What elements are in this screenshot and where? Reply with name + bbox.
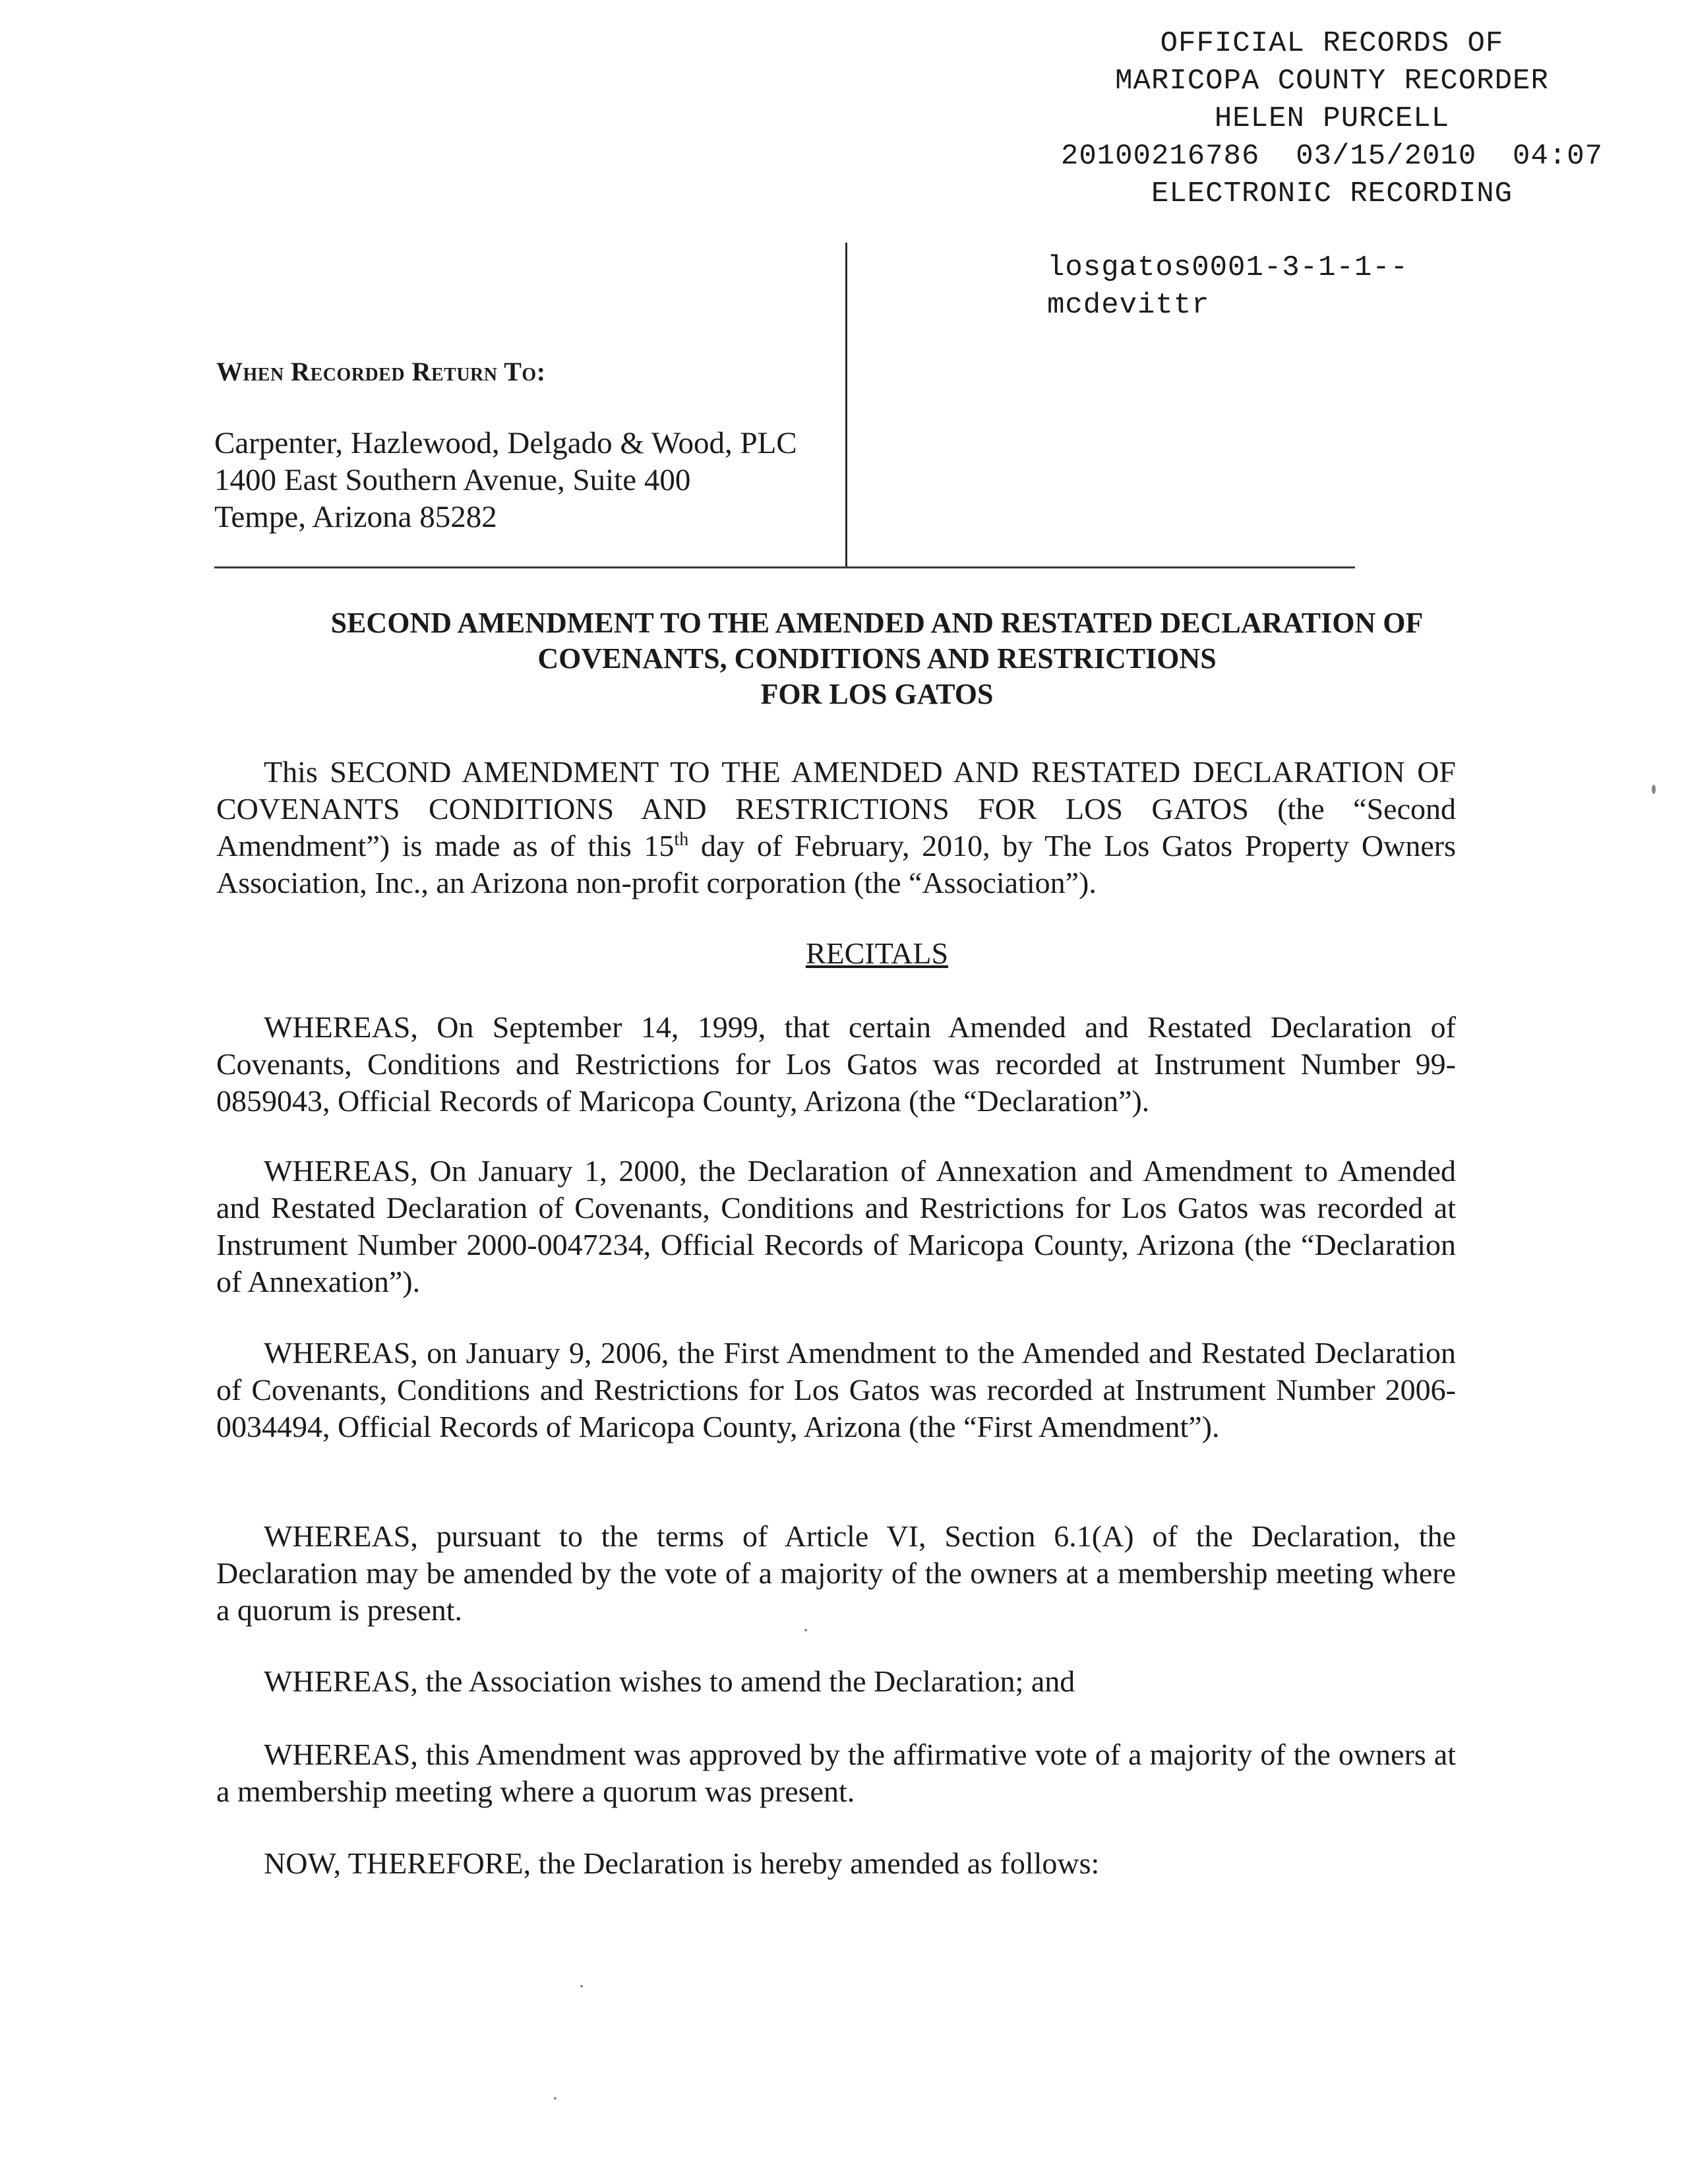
recording-code xyxy=(1047,249,1408,324)
therefore-paragraph: NOW, THEREFORE, the Declaration is hereby amended as follows: xyxy=(264,1846,1100,1880)
title-line-1: SECOND AMENDMENT TO THE AMENDED AND RESTATED DECLARATION OF xyxy=(330,607,1424,639)
document-title xyxy=(185,605,1569,712)
recital-paragraph: WHEREAS, On January 1, 2000, the Declaration of Annexation and Amendment to Amended and Restated Declaration of Covenants, Conditions and Restrictions for Los Gatos was recorded at Instrument Number 2000-0047234, Official Records of Maricopa County, Arizona (the “Declaration of Annexation”). xyxy=(216,1154,1456,1298)
stamp-date: 03/15/2010 xyxy=(1296,140,1477,173)
recital-paragraph: WHEREAS, the Association wishes to amend the Declaration; and xyxy=(264,1664,1075,1698)
intro-text-part2: day of February, 2010, by The Los Gatos Property Owners Association, Inc., an Arizona non-profit corporation (the “Association”). xyxy=(216,829,1456,899)
scan-speck xyxy=(1652,785,1656,794)
scan-speck xyxy=(580,1985,583,1987)
recital-paragraph: WHEREAS, pursuant to the terms of Article VI, Section 6.1(A) of the Declaration, the Declaration may be amended by the vote of a majority of the owners at a membership meeting where a quorum is present. xyxy=(216,1519,1456,1627)
recital-paragraph: WHEREAS, this Amendment was approved by the affirmative vote of a majority of the owners at a membership meeting where a quorum was present. xyxy=(216,1738,1456,1808)
recital-paragraph: WHEREAS, On September 14, 1999, that certain Amended and Restated Declaration of Covenants, Conditions and Restrictions for Los Gatos was recorded at Instrument Number 99-0859043, Official Records of Maricopa County, Arizona (the “Declaration”). xyxy=(216,1010,1456,1118)
title-line-2: COVENANTS, CONDITIONS AND RESTRICTIONS xyxy=(537,642,1217,675)
return-to-heading: When Recorded Return To: xyxy=(216,357,546,386)
title-line-3: FOR LOS GATOS xyxy=(760,678,994,710)
stamp-instrument-line xyxy=(1029,138,1635,175)
return-address-city: Tempe, Arizona 85282 xyxy=(214,500,497,534)
header-divider xyxy=(214,566,1355,568)
intro-paragraph xyxy=(216,754,1456,901)
return-address-street: 1400 East Southern Avenue, Suite 400 xyxy=(214,463,691,497)
vertical-divider xyxy=(845,243,847,567)
return-address xyxy=(214,425,797,535)
stamp-electronic-recording: ELECTRONIC RECORDING xyxy=(1151,177,1513,210)
recording-code-line2: mcdevittr xyxy=(1047,289,1210,322)
recitals-heading: RECITALS xyxy=(805,936,949,970)
scan-speck xyxy=(554,2097,557,2100)
recital-paragraph: WHEREAS, on January 9, 2006, the First Amendment to the Amended and Restated Declaration of Covenants, Conditions and Restrictions for Los Gatos was recorded at Instrument Number 2006-0034494, Official Records of Maricopa County, Arizona (the “First Amendment”). xyxy=(216,1336,1456,1443)
stamp-county-recorder: MARICOPA COUNTY RECORDER xyxy=(1115,65,1549,98)
scan-speck xyxy=(804,1629,807,1631)
recording-code-line1: losgatos0001-3-1-1-- xyxy=(1047,251,1409,284)
return-address-firm: Carpenter, Hazlewood, Delgado & Wood, PLC xyxy=(214,426,797,460)
stamp-time: 04:07 xyxy=(1513,140,1604,173)
stamp-recorder-name: HELEN PURCELL xyxy=(1214,102,1450,135)
stamp-official-records: OFFICIAL RECORDS OF xyxy=(1160,27,1504,60)
intro-text-part1: This SECOND AMENDMENT TO THE AMENDED AND RESTATED DECLARATION OF COVENANTS CONDITIONS AND RESTRICTIONS FOR LOS GATOS (the “Second Amendment”) is made as of this 15 xyxy=(216,755,1456,863)
intro-superscript: th xyxy=(674,829,689,850)
stamp-instrument-number: 20100216786 xyxy=(1060,140,1260,173)
recorder-stamp xyxy=(1029,25,1635,213)
